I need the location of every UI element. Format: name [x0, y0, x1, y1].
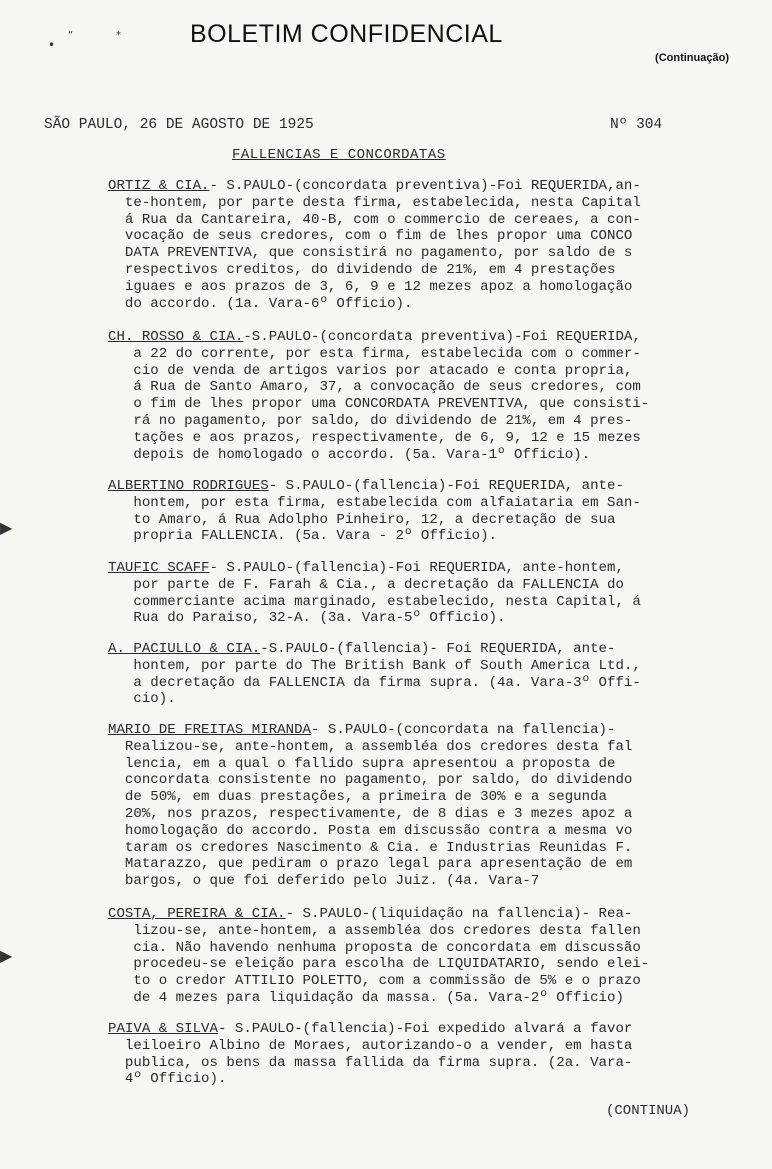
entry-name: A. PACIULLO & CIA.	[108, 641, 261, 657]
entry-body: leiloeiro Albino de Moraes, autorizando-o a vender, em hasta publica, os bens da massa fallida da firma supra. (2a. Vara- 4º Officio).	[124, 1037, 633, 1088]
entry-first-line: - S.PAULO-(fallencia)-Foi expedido alvará a favor	[217, 1021, 633, 1037]
entry-body: Realizou-se, ante-hontem, a assembléa dos credores desta fal lencia, em a qual o fallido supra apresentou a proposta de concordata consistente no pagamento, por saldo, do dividendo de 50%, em duas prestações, a primeira de 30% e a segunda 20%, nos prazos, respectivamente, de 8 dias e 3 mezes apoz a homologação do accordo. Posta em discussão contra a mesma vo taram os credores Nascimento & Cia. e Industrias Reunidas F. Matarazzo, que pediram o prazo legal para apresentação de em bargos, o que foi deferido pelo Juiz. (4a. Vara-7	[124, 738, 633, 890]
entry-name: ORTIZ & CIA.	[108, 178, 210, 194]
bulletin-number: Nº 304	[610, 117, 663, 133]
punch-hole-arrow-icon: ▶	[0, 518, 13, 537]
entry-paciullo	[108, 641, 728, 708]
entry-body: te-hontem, por parte desta firma, estabelecida, nesta Capital á Rua da Cantareira, 40-B, com o commercio de cereaes, a con- vocação de seus credores, com o fim de lhes propor uma CONCO DATA PREVENTIVA, que consistirá no pagamento, por saldo de s respectivos creditos, do dividendo de 21%, em 4 prestações iguaes e aos prazos de 3, 6, 9 e 12 mezes apoz a homologação do accordo. (1a. Vara-6º Officio).	[124, 194, 641, 312]
entry-body: hontem, por parte do The British Bank of South America Ltd., a decretação da FALLENCIA da firma supra. (4a. Vara-3º Offi- cio).	[133, 657, 641, 708]
entry-first-line: - S.PAULO-(concordata preventiva)-Foi REQUERIDA,an-	[209, 178, 641, 194]
entry-ortiz	[108, 178, 728, 312]
continues-label: (CONTINUA)	[606, 1103, 691, 1119]
entry-first-line: - S.PAULO-(concordata na fallencia)-	[310, 722, 616, 738]
entry-name: CH. ROSSO & CIA.	[108, 329, 244, 345]
ink-speck-mark: *	[116, 30, 121, 41]
entry-first-line: -S.PAULO-(concordata preventiva)-Foi REQUERIDA,	[243, 329, 641, 345]
punch-hole-arrow-icon: ▶	[0, 946, 13, 965]
entry-name: MARIO DE FREITAS MIRANDA	[108, 722, 311, 738]
bulletin-title: BOLETIM CONFIDENCIAL	[190, 20, 503, 48]
entry-body: por parte de F. Farah & Cia., a decretação da FALLENCIA do commerciante acima marginado, estabelecido, nesta Capital, á Rua do Paraiso, 32-A. (3a. Vara-5º Officio).	[133, 576, 641, 627]
continuation-label: (Continuação)	[655, 52, 729, 64]
entry-albertino	[108, 478, 728, 545]
entry-name: ALBERTINO RODRIGUES	[108, 478, 269, 494]
dateline: SÃO PAULO, 26 DE AGOSTO DE 1925	[44, 117, 314, 133]
entry-body: a 22 do corrente, por esta firma, estabelecida com o commer- cio de venda de artigos varios por atacado e conta propria, á Rua de Santo Amaro, 37, a convocação de seus credores, com o fim de lhes propor uma CONCORDATA PREVENTIVA, que consisti- rá no pagamento, por saldo, do dividendo de 21%, em 4 pres- tações e aos prazos, respectivamente, de 6, 9, 12 e 15 mezes depois de homologado o accordo. (5a. Vara-1º Officio).	[133, 345, 650, 463]
entry-taufic	[108, 560, 728, 627]
entry-name: TAUFIC SCAFF	[108, 560, 210, 576]
entry-paiva	[108, 1021, 728, 1088]
entry-name: COSTA, PEREIRA & CIA.	[108, 906, 286, 922]
entry-first-line: - S.PAULO-(fallencia)-Foi REQUERIDA, ante-	[268, 478, 624, 494]
entry-costa	[108, 906, 728, 1007]
ink-speck-mark: •	[48, 38, 56, 52]
entry-first-line: - S.PAULO-(fallencia)-Foi REQUERIDA, ante-hontem,	[209, 560, 624, 576]
entry-name: PAIVA & SILVA	[108, 1021, 218, 1037]
entry-first-line: -S.PAULO-(fallencia)- Foi REQUERIDA, ante-	[260, 641, 616, 657]
entry-body: lizou-se, ante-hontem, a assembléa dos credores desta fallen cia. Não havendo nenhuma proposta de concordata em discussão procedeu-se eleição para escolha de LIQUIDATARIO, sendo elei- to o credor ATTILIO POLETTO, com a commissão de 5% e o prazo de 4 mezes para liquidação da massa. (5a. Vara-2º Officio)	[133, 922, 650, 1006]
entry-first-line: - S.PAULO-(liquidação na fallencia)- Rea-	[285, 906, 633, 922]
entry-mario	[108, 722, 728, 890]
section-title: FALLENCIAS E CONCORDATAS	[232, 147, 446, 163]
entry-rosso	[108, 329, 728, 463]
ink-speck-mark: “	[68, 30, 74, 41]
entry-body: hontem, por esta firma, estabelecida com alfaiataria em San- to Amaro, á Rua Adolpho Pinheiro, 12, a decretação de sua propria FALLENCIA. (5a. Vara - 2º Officio).	[133, 494, 641, 545]
